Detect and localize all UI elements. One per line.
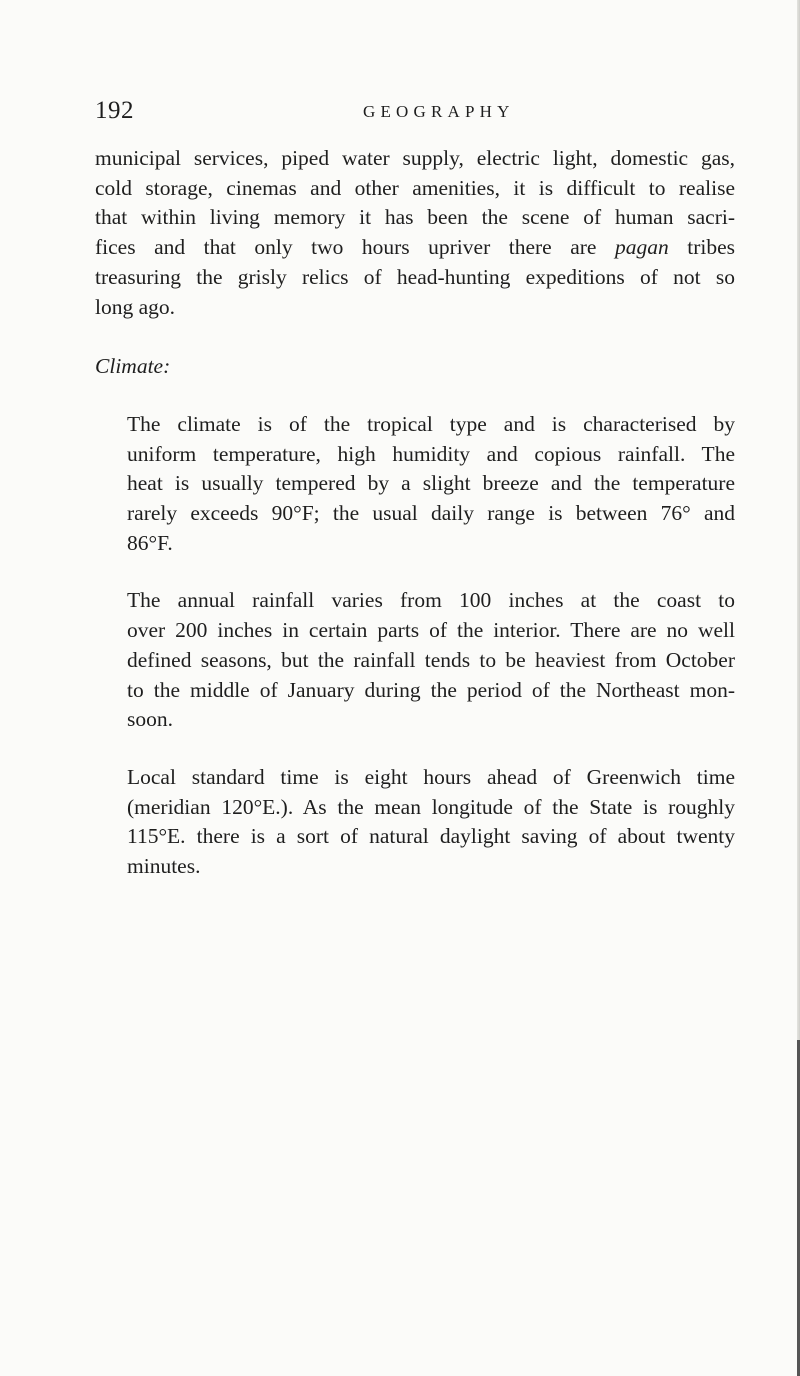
paragraph-city-amenities bbox=[95, 144, 735, 322]
section-heading-climate: Climate: bbox=[95, 354, 171, 379]
text-line: soon. bbox=[127, 707, 173, 732]
text-line: defined seasons, but the rainfall tends to be heaviest from October bbox=[127, 647, 735, 672]
text-line: that within living memory it has been the scene of human sacri- bbox=[95, 205, 735, 230]
emphasis-pagan: pagan bbox=[614, 235, 669, 260]
text-line: long ago. bbox=[95, 294, 176, 319]
text-line: The climate is of the tropical type and is characterised by bbox=[127, 411, 735, 436]
paragraph-climate-temperature bbox=[95, 410, 735, 559]
text-line: cold storage, cinemas and other amenities, it is difficult to realise bbox=[95, 175, 735, 200]
text-line: heat is usually tempered by a slight breeze and the temperature bbox=[127, 471, 735, 496]
text-line: minutes. bbox=[127, 854, 201, 879]
body-text bbox=[95, 144, 735, 910]
paragraph-rainfall bbox=[95, 586, 735, 735]
text-line: uniform temperature, high humidity and copious rainfall. The bbox=[127, 441, 735, 466]
text-line: 115°E. there is a sort of natural daylight saving of about twenty bbox=[127, 824, 735, 849]
running-head: GEOGRAPHY bbox=[363, 102, 515, 121]
text-line: The annual rainfall varies from 100 inches at the coast to bbox=[127, 588, 735, 613]
text-line: to the middle of January during the period of the Northeast mon- bbox=[127, 677, 735, 702]
text-line: (meridian 120°E.). As the mean longitude of the State is roughly bbox=[127, 794, 735, 819]
text-line: municipal services, piped water supply, electric light, domestic gas, bbox=[95, 146, 735, 170]
page-header bbox=[95, 96, 745, 126]
paragraph-local-time bbox=[95, 763, 735, 882]
text-segment: fices and that only two hours upriver there are bbox=[95, 235, 615, 260]
text-line: 86°F. bbox=[127, 530, 173, 555]
text-line: treasuring the grisly relics of head-hunting expeditions of not so bbox=[95, 264, 735, 289]
text-line bbox=[95, 233, 735, 263]
page-number: 192 bbox=[95, 97, 134, 124]
text-line: over 200 inches in certain parts of the interior. There are no well bbox=[127, 618, 735, 643]
text-segment: tribes bbox=[668, 235, 735, 260]
text-line: rarely exceeds 90°F; the usual daily range is between 76° and bbox=[127, 501, 735, 526]
text-line: Local standard time is eight hours ahead of Greenwich time bbox=[127, 764, 735, 789]
